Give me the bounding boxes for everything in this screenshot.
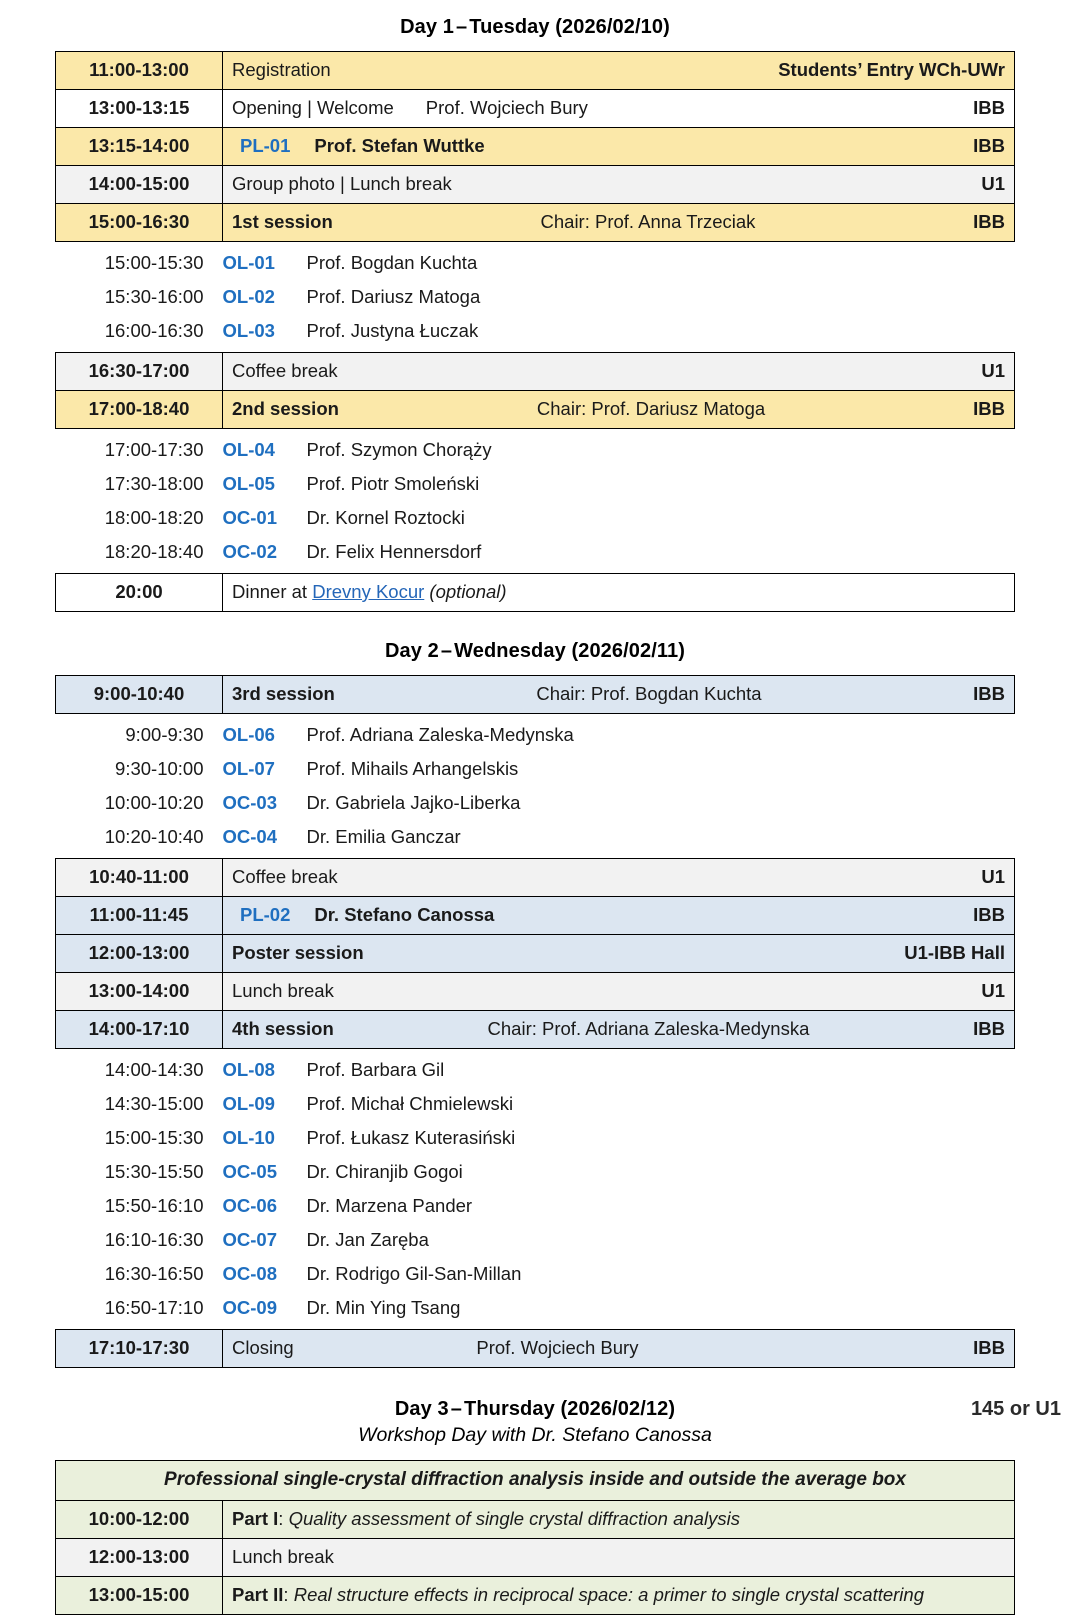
row-main — [223, 90, 1015, 128]
row-time: 16:10-16:30 — [56, 1223, 223, 1257]
table-row[interactable] — [56, 1501, 1015, 1539]
part-separator: : — [278, 1507, 289, 1529]
dinner-text — [232, 582, 507, 602]
talk-code[interactable]: OC-04 — [222, 825, 277, 847]
day-1-block — [0, 0, 1070, 612]
talk-code[interactable]: OL-02 — [222, 285, 275, 307]
row-time: 15:00-16:30 — [56, 204, 223, 242]
table-row[interactable] — [56, 90, 1015, 128]
table-row[interactable] — [56, 501, 1015, 535]
row-chair: Prof. Wojciech Bury — [425, 96, 588, 118]
talk-code[interactable]: OC-07 — [222, 1228, 277, 1250]
plenary-code[interactable]: PL-01 — [240, 134, 291, 156]
table-row[interactable] — [56, 973, 1015, 1011]
talk-code[interactable]: OL-09 — [222, 1092, 275, 1114]
row-time: 14:00-17:10 — [56, 1011, 223, 1049]
dinner-suffix: (optional) — [424, 580, 507, 602]
row-time: 15:30-15:50 — [56, 1155, 223, 1189]
table-row[interactable] — [56, 128, 1015, 166]
row-venue: U1-IBB Hall — [904, 941, 1005, 963]
table-row[interactable] — [56, 1577, 1015, 1615]
talk-code[interactable]: OL-10 — [222, 1126, 275, 1148]
table-row[interactable] — [56, 820, 1015, 854]
table-row[interactable] — [56, 1053, 1015, 1087]
table-row[interactable] — [56, 1087, 1015, 1121]
row-label: Lunch break — [232, 979, 334, 1001]
row-venue: Students’ Entry WCh-UWr — [778, 58, 1005, 80]
day-3-subtitle: Workshop Day with Dr. Stefano Canossa — [358, 1424, 712, 1446]
row-main — [223, 1501, 1015, 1539]
table-row[interactable] — [56, 391, 1015, 429]
table-row[interactable] — [56, 353, 1015, 391]
talk-code[interactable]: OC-05 — [222, 1160, 277, 1182]
talk-speaker: Prof. Piotr Smoleński — [306, 472, 480, 494]
talk-speaker: Dr. Kornel Roztocki — [306, 506, 465, 528]
part-text — [232, 1585, 924, 1605]
talk-code[interactable]: OL-04 — [222, 438, 275, 460]
table-row[interactable] — [56, 1539, 1015, 1577]
row-time: 12:00-13:00 — [56, 1539, 223, 1577]
talk-code[interactable]: OC-09 — [222, 1296, 277, 1318]
row-main — [223, 501, 1015, 535]
row-time: 13:00-15:00 — [56, 1577, 223, 1615]
table-row[interactable] — [56, 1291, 1015, 1325]
day-1-title — [0, 16, 1070, 39]
row-time: 13:00-14:00 — [56, 973, 223, 1011]
row-venue: IBB — [973, 134, 1005, 156]
talk-speaker: Prof. Justyna Łuczak — [306, 319, 479, 341]
row-main — [223, 1053, 1015, 1087]
row-label: Coffee break — [232, 359, 338, 381]
talk-speaker: Prof. Barbara Gil — [306, 1058, 445, 1080]
talk-code[interactable]: OL-06 — [222, 723, 275, 745]
row-time: 14:00-14:30 — [56, 1053, 223, 1087]
row-time: 14:30-15:00 — [56, 1087, 223, 1121]
table-row[interactable] — [56, 718, 1015, 752]
talk-code[interactable]: OC-01 — [222, 506, 277, 528]
table-row[interactable] — [56, 574, 1015, 612]
row-time: 17:00-17:30 — [56, 433, 223, 467]
talk-speaker: Dr. Felix Hennersdorf — [306, 540, 482, 562]
row-venue: IBB — [973, 96, 1005, 118]
row-time: 15:00-15:30 — [56, 246, 223, 280]
part-label: Part I — [232, 1507, 279, 1529]
talk-speaker: Dr. Jan Zaręba — [306, 1228, 429, 1250]
row-main — [223, 204, 1015, 242]
row-main — [223, 433, 1015, 467]
talk-code[interactable]: OL-01 — [222, 251, 275, 273]
row-main — [223, 1539, 1015, 1577]
day-3-title-dash: – — [450, 1398, 462, 1420]
table-row[interactable] — [56, 1155, 1015, 1189]
talk-code[interactable]: OC-06 — [222, 1194, 277, 1216]
talk-speaker: Prof. Łukasz Kuterasiński — [306, 1126, 516, 1148]
table-row[interactable] — [56, 1330, 1015, 1368]
part-description: Quality assessment of single crystal diffraction analysis — [288, 1507, 740, 1529]
row-label: Registration — [232, 58, 331, 80]
row-main — [223, 246, 1015, 280]
row-main — [223, 280, 1015, 314]
table-row[interactable] — [56, 1189, 1015, 1223]
row-main — [223, 1223, 1015, 1257]
row-time: 18:00-18:20 — [56, 501, 223, 535]
day-2-title-main: Day 2 — [385, 640, 439, 662]
row-main — [223, 786, 1015, 820]
row-time: 17:10-17:30 — [56, 1330, 223, 1368]
row-main — [223, 820, 1015, 854]
row-venue: IBB — [973, 903, 1005, 925]
row-main — [223, 1291, 1015, 1325]
row-time: 9:00-10:40 — [56, 676, 223, 714]
row-main — [223, 1330, 1015, 1368]
day-2-block — [0, 612, 1070, 1368]
talk-code[interactable]: OL-05 — [222, 472, 275, 494]
day-1-table — [55, 51, 1015, 612]
session-label: 2nd session — [232, 397, 339, 419]
row-main — [223, 1577, 1015, 1615]
row-venue: IBB — [973, 1017, 1005, 1039]
row-time: 10:00-10:20 — [56, 786, 223, 820]
table-row[interactable] — [56, 433, 1015, 467]
talk-speaker: Dr. Gabriela Jajko-Liberka — [306, 791, 521, 813]
plenary-speaker: Dr. Stefano Canossa — [314, 903, 495, 925]
table-row[interactable] — [56, 935, 1015, 973]
session-chair: Chair: Prof. Bogdan Kuchta — [536, 682, 762, 704]
workshop-banner-row — [56, 1461, 1015, 1501]
row-time: 12:00-13:00 — [56, 935, 223, 973]
talk-speaker: Prof. Bogdan Kuchta — [306, 251, 478, 273]
row-venue: U1 — [981, 359, 1005, 381]
table-row[interactable] — [56, 467, 1015, 501]
row-main — [223, 535, 1015, 569]
day-1-title-main: Day 1 — [400, 16, 454, 38]
talk-code[interactable]: OC-02 — [222, 540, 277, 562]
row-venue: IBB — [973, 682, 1005, 704]
talk-speaker: Prof. Dariusz Matoga — [306, 285, 481, 307]
row-main — [223, 314, 1015, 348]
talk-code[interactable]: OL-07 — [222, 757, 275, 779]
row-main — [223, 897, 1015, 935]
talk-code[interactable]: OC-03 — [222, 791, 277, 813]
row-venue: IBB — [973, 1336, 1005, 1358]
row-time: 16:50-17:10 — [56, 1291, 223, 1325]
row-time: 9:30-10:00 — [56, 752, 223, 786]
table-row[interactable] — [56, 204, 1015, 242]
day-1-title-dash: – — [456, 16, 468, 38]
talk-speaker: Dr. Rodrigo Gil-San-Millan — [306, 1262, 522, 1284]
row-main — [223, 1011, 1015, 1049]
talk-code[interactable]: OL-08 — [222, 1058, 275, 1080]
row-time: 10:00-12:00 — [56, 1501, 223, 1539]
row-time: 16:30-17:00 — [56, 353, 223, 391]
table-row[interactable] — [56, 52, 1015, 90]
row-main — [223, 353, 1015, 391]
day-3-table — [55, 1460, 1015, 1615]
day-3-block — [0, 1368, 1070, 1615]
day-3-title — [395, 1398, 675, 1420]
day-1-title-rest: Tuesday (2026/02/10) — [469, 16, 670, 38]
plenary-speaker: Prof. Stefan Wuttke — [314, 134, 485, 156]
table-row[interactable] — [56, 786, 1015, 820]
day-2-title-rest: Wednesday (2026/02/11) — [454, 640, 685, 662]
row-main — [223, 52, 1015, 90]
restaurant-link[interactable]: Drevny Kocur — [312, 580, 425, 602]
session-label: 1st session — [232, 210, 333, 232]
row-time: 9:00-9:30 — [56, 718, 223, 752]
table-row[interactable] — [56, 897, 1015, 935]
table-row[interactable] — [56, 752, 1015, 786]
session-chair: Chair: Prof. Adriana Zaleska-Medynska — [487, 1017, 810, 1039]
table-row[interactable] — [56, 246, 1015, 280]
dinner-prefix: Dinner at — [232, 580, 313, 602]
row-main — [223, 935, 1015, 973]
row-main — [223, 973, 1015, 1011]
talk-speaker: Prof. Adriana Zaleska-Medynska — [306, 723, 574, 745]
row-main — [223, 752, 1015, 786]
day-2-title — [0, 640, 1070, 663]
table-row[interactable] — [56, 314, 1015, 348]
day-3-header — [0, 1398, 1070, 1421]
workshop-banner-text: Professional single-crystal diffraction analysis inside and outside the average box — [56, 1461, 1015, 1501]
row-main — [223, 467, 1015, 501]
table-row[interactable] — [56, 1121, 1015, 1155]
row-time: 17:00-18:40 — [56, 391, 223, 429]
row-time: 16:30-16:50 — [56, 1257, 223, 1291]
part-separator: : — [283, 1583, 294, 1605]
row-venue: IBB — [973, 397, 1005, 419]
row-venue: U1 — [981, 865, 1005, 887]
part-label: Part II — [232, 1583, 284, 1605]
row-main — [223, 574, 1015, 612]
table-row[interactable] — [56, 166, 1015, 204]
row-main — [223, 166, 1015, 204]
row-venue: U1 — [981, 979, 1005, 1001]
row-main — [223, 1087, 1015, 1121]
session-label: 4th session — [232, 1017, 334, 1039]
row-venue: U1 — [981, 172, 1005, 194]
row-time: 20:00 — [56, 574, 223, 612]
row-time: 10:40-11:00 — [56, 859, 223, 897]
row-main — [223, 859, 1015, 897]
part-text — [232, 1509, 740, 1529]
talk-speaker: Dr. Marzena Pander — [306, 1194, 473, 1216]
day-2-table — [55, 675, 1015, 1368]
row-label: Opening | Welcome — [232, 96, 394, 118]
session-chair: Chair: Prof. Dariusz Matoga — [536, 397, 766, 419]
talk-speaker: Dr. Emilia Ganczar — [306, 825, 461, 847]
row-label: Poster session — [232, 941, 364, 963]
row-time: 15:30-16:00 — [56, 280, 223, 314]
talk-speaker: Prof. Szymon Chorąży — [306, 438, 492, 460]
table-row[interactable] — [56, 1223, 1015, 1257]
talk-code[interactable]: OC-08 — [222, 1262, 277, 1284]
table-row[interactable] — [56, 859, 1015, 897]
table-row[interactable] — [56, 1257, 1015, 1291]
day-3-room: 145 or U1 — [970, 1398, 1061, 1420]
row-time: 17:30-18:00 — [56, 467, 223, 501]
table-row[interactable] — [56, 280, 1015, 314]
talk-speaker: Prof. Michał Chmielewski — [306, 1092, 514, 1114]
row-main — [223, 718, 1015, 752]
row-main — [223, 1257, 1015, 1291]
talk-code[interactable]: OL-03 — [222, 319, 275, 341]
table-row[interactable] — [56, 1011, 1015, 1049]
row-time: 15:50-16:10 — [56, 1189, 223, 1223]
row-main — [223, 1155, 1015, 1189]
row-time: 11:00-13:00 — [56, 52, 223, 90]
row-label: Coffee break — [232, 865, 338, 887]
row-label: Group photo | Lunch break — [232, 172, 452, 194]
closing-speaker: Prof. Wojciech Bury — [476, 1336, 639, 1358]
row-time: 14:00-15:00 — [56, 166, 223, 204]
row-time: 11:00-11:45 — [56, 897, 223, 935]
row-label: Lunch break — [232, 1545, 334, 1567]
session-chair: Chair: Prof. Anna Trzeciak — [540, 210, 756, 232]
row-venue: IBB — [973, 210, 1005, 232]
row-main — [223, 676, 1015, 714]
day-3-title-main: Day 3 — [394, 1398, 449, 1420]
row-time: 10:20-10:40 — [56, 820, 223, 854]
row-main — [223, 1189, 1015, 1223]
row-time: 13:15-14:00 — [56, 128, 223, 166]
talk-speaker: Prof. Mihails Arhangelskis — [306, 757, 519, 779]
talk-speaker: Dr. Min Ying Tsang — [306, 1296, 461, 1318]
row-main — [223, 1121, 1015, 1155]
row-main — [223, 128, 1015, 166]
row-time: 13:00-13:15 — [56, 90, 223, 128]
row-time: 15:00-15:30 — [56, 1121, 223, 1155]
row-time: 18:20-18:40 — [56, 535, 223, 569]
part-description: Real structure effects in reciprocal space: a primer to single crystal scattering — [293, 1583, 924, 1605]
plenary-code[interactable]: PL-02 — [240, 903, 291, 925]
row-time: 16:00-16:30 — [56, 314, 223, 348]
talk-speaker: Dr. Chiranjib Gogoi — [306, 1160, 463, 1182]
session-label: 3rd session — [232, 682, 335, 704]
day-2-title-dash: – — [440, 640, 453, 662]
day-3-title-rest: Thursday (2026/02/12) — [464, 1398, 676, 1420]
row-main — [223, 391, 1015, 429]
table-row[interactable] — [56, 535, 1015, 569]
row-label: Closing — [232, 1336, 294, 1358]
table-row[interactable] — [56, 676, 1015, 714]
